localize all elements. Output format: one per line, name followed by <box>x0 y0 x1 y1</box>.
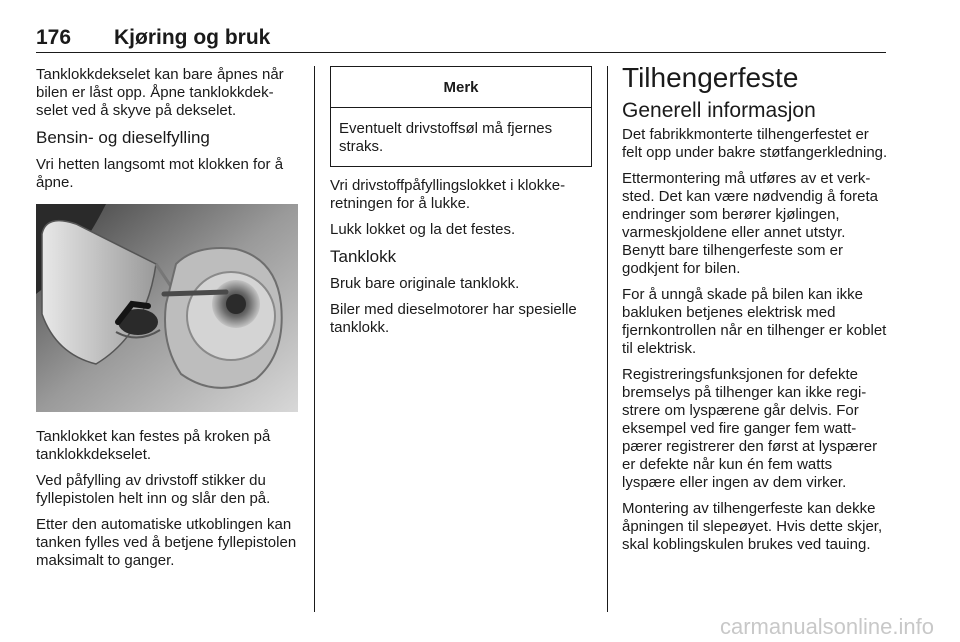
chapter-title: Kjøring og bruk <box>114 26 271 49</box>
fuel-filler-photo <box>36 204 298 412</box>
column-divider-2 <box>607 66 608 612</box>
column-middle <box>330 66 592 345</box>
page-number: 176 <box>36 26 72 49</box>
page-header <box>36 26 886 53</box>
paragraph-cap-hook: Tanklokket kan festes på kroken på tanklokkdekselet. <box>36 428 271 463</box>
section-title: Tilhengerfeste <box>622 62 799 93</box>
note-body: Eventuelt drivstoffsøl må fjernes straks. <box>339 120 553 155</box>
paragraph-retrofit: Ettermontering må utføres av et verksted. Det kan være nødvendig å foreta endringer som berører kjølingen, varmeskjoldene eller annet utstyr. Benytt bare tilhengerfeste som er godkjent for bilen. <box>622 170 878 277</box>
paragraph-close-flap: Lukk lokket og la det festes. <box>330 221 516 238</box>
paragraph-original-caps: Bruk bare originale tanklokk. <box>330 275 520 292</box>
column-right <box>622 62 888 562</box>
paragraph-cover-unlock: Tanklokkdekselet kan bare åpnes når bilen er låst opp. Åpne tanklokkdekselet ved å skyve på dekselet. <box>36 66 284 119</box>
paragraph-factory-hitch: Det fabrikkmonterte tilhengerfestet er felt opp under bakre støtfangerkledning. <box>622 126 888 161</box>
heading-fuel-filling: Bensin- og dieselfylling <box>36 128 210 147</box>
column-left <box>36 66 300 578</box>
paragraph-tailgate: For å unngå skade på bilen kan ikke bakluken betjenes elektrisk med fjernkontrollen når en tilhenger er koblet til elektrisk. <box>622 286 887 357</box>
paragraph-diesel-caps: Biler med dieselmotorer har spesielle tanklokk. <box>330 301 577 336</box>
paragraph-close-cap: Vri drivstoffpåfyllingslokket i klokkeretningen for å lukke. <box>330 177 566 212</box>
paragraph-tow-eye: Montering av tilhengerfeste kan dekke åpningen til slepeøyet. Hvis dette skjer, skal koblingskulen brukes ved tauing. <box>622 500 883 553</box>
note-title: Merk <box>331 67 591 108</box>
watermark: carmanualsonline.info <box>719 614 934 639</box>
section-subtitle: Generell informasjon <box>622 99 816 122</box>
paragraph-brake-lights: Registreringsfunksjonen for defekte bremselys på tilhenger kan ikke registrere om lyspærene går delvis. For eksempel ved fire ganger fem wattpærer registrerer den først at lyspærer er defekte når kun én fem watts lyspære eller ingen av dem virker. <box>622 366 878 491</box>
paragraph-auto-shutoff: Etter den automatiske utkoblingen kan tanken fylles ved å betjene fyllepistolen maksimalt to ganger. <box>36 516 297 569</box>
column-divider-1 <box>314 66 315 612</box>
paragraph-nozzle: Ved påfylling av drivstoff stikker du fyllepistolen helt inn og slår den på. <box>36 472 271 507</box>
heading-fuel-cap: Tanklokk <box>330 247 397 266</box>
paragraph-open-cap: Vri hetten langsomt mot klokken for å åpne. <box>36 156 284 191</box>
note-box <box>330 66 592 167</box>
